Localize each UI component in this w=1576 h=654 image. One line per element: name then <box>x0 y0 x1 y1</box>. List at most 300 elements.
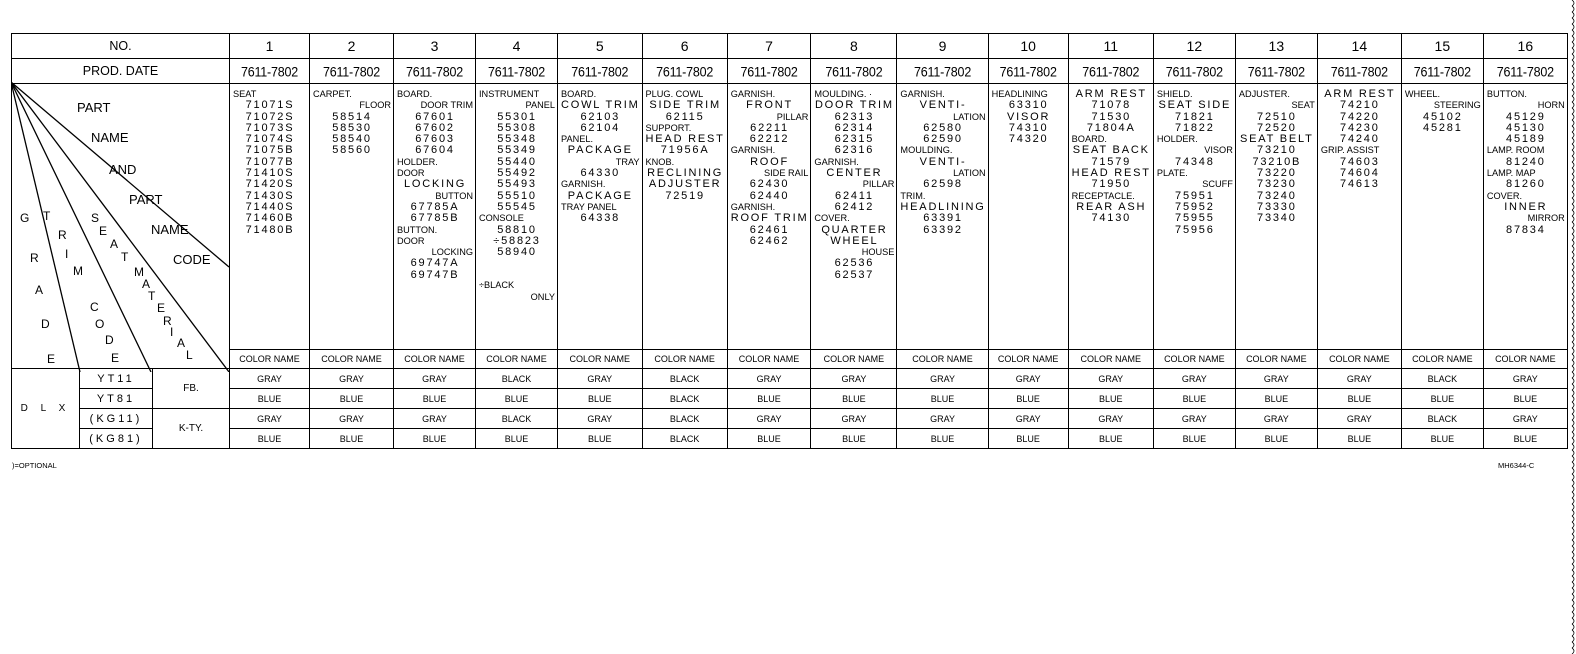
color-value: GRAY <box>394 369 476 389</box>
part-name: FLOOR <box>359 100 391 111</box>
edge-scallop <box>1572 330 1574 336</box>
edge-scallop <box>1572 216 1574 222</box>
part-name: PLUG. COWL <box>645 89 704 99</box>
color-value: BLUE <box>1401 389 1483 409</box>
document-code: MH6344-C <box>1498 461 1535 470</box>
part-name: SEAT <box>233 89 257 99</box>
part-name-header-text: PART <box>129 192 163 207</box>
edge-scallop <box>1572 294 1574 300</box>
part-name-header-text: AND <box>109 162 137 177</box>
column-number: 12 <box>1153 34 1235 59</box>
part-code: 62440 <box>749 189 790 202</box>
edge-scallop <box>1572 390 1574 396</box>
part-name: DOOR <box>397 168 425 179</box>
part-code: 55493 <box>497 178 537 191</box>
edge-scallop <box>1572 432 1574 438</box>
part-name: GARNISH. <box>814 156 859 167</box>
color-value: BLUE <box>558 389 643 409</box>
prod-date: 7611-7802 <box>897 57 988 85</box>
part-name: GRIP. ASSIST <box>1320 145 1380 156</box>
column-number: 6 <box>642 34 727 59</box>
part-name: PLATE. <box>1156 168 1188 179</box>
column-number: 1 <box>230 34 310 59</box>
parts-color-table <box>11 33 1568 449</box>
prod-date: 7611-7802 <box>1235 57 1317 85</box>
edge-scallop <box>1572 0 1574 6</box>
part-name: MOULDING. · <box>814 89 873 99</box>
part-code: 62411 <box>835 189 874 202</box>
edge-scallop <box>1572 570 1574 576</box>
color-value: BLACK <box>642 389 727 409</box>
color-value: BLUE <box>230 389 310 409</box>
edge-scallop <box>1572 318 1574 324</box>
edge-scallop <box>1572 252 1574 258</box>
diagonal-line <box>11 82 151 372</box>
part-name: TRAY PANEL <box>561 201 617 212</box>
color-name-header: COLOR NAME <box>394 350 476 369</box>
part-list <box>727 84 811 350</box>
trim-row <box>12 369 1568 389</box>
part-name: DOOR <box>397 235 425 246</box>
part-list <box>811 84 897 350</box>
part-code: 75952 <box>1175 200 1215 213</box>
edge-scallop <box>1572 528 1574 534</box>
trim-code: (KG11) <box>80 409 153 429</box>
part-code: 71077B <box>245 155 295 168</box>
edge-scallop <box>1572 132 1574 138</box>
part-code: 67603 <box>415 133 455 146</box>
part-name: INNER <box>1504 200 1548 213</box>
part-name: PILLAR <box>862 179 895 190</box>
color-value: BLUE <box>988 429 1068 449</box>
edge-scallop <box>1572 192 1574 198</box>
seat-material-letter: S <box>91 211 100 225</box>
part-code: 71956A <box>660 144 710 157</box>
color-value: GRAY <box>310 409 394 429</box>
part-code: 58560 <box>332 144 372 157</box>
part-name: COVER. <box>1486 190 1523 201</box>
prod-date-label: PROD. DATE <box>12 59 230 84</box>
color-value: GRAY <box>727 409 811 429</box>
edge-scallop <box>1572 384 1574 390</box>
color-name-header: COLOR NAME <box>897 350 988 369</box>
part-list <box>1068 84 1153 350</box>
part-code: 55308 <box>497 121 537 134</box>
column-number: 8 <box>811 34 897 59</box>
part-code: 62430 <box>749 178 790 191</box>
edge-scallop <box>1572 66 1574 72</box>
part-code: 74310 <box>1008 121 1049 134</box>
color-value: BLUE <box>1401 429 1483 449</box>
part-code: 73330 <box>1257 200 1297 213</box>
part-name: HOLDER. <box>1156 134 1198 145</box>
part-code: 62537 <box>834 268 875 281</box>
edge-scallop <box>1572 174 1574 180</box>
color-value: BLUE <box>1317 429 1401 449</box>
part-code: 73210 <box>1257 144 1297 157</box>
edge-scallop <box>1572 240 1574 246</box>
part-code: 62103 <box>580 110 621 123</box>
edge-scallop <box>1572 36 1574 42</box>
part-code: 62104 <box>580 121 621 134</box>
trim-code-letter: I <box>65 247 69 261</box>
part-code: 74210 <box>1340 99 1380 112</box>
edge-scallop <box>1572 618 1574 624</box>
color-value: BLUE <box>1068 429 1153 449</box>
part-name: HOUSE <box>861 247 895 258</box>
part-code: 62412 <box>834 200 875 213</box>
part-code: 55301 <box>497 110 537 123</box>
part-name: LATION <box>953 111 986 122</box>
color-value: GRAY <box>1235 369 1317 389</box>
edge-scallop <box>1572 402 1574 408</box>
part-name: GARNISH. <box>730 145 776 156</box>
part-code: 74604 <box>1340 167 1380 180</box>
edge-scallop <box>1572 180 1574 186</box>
color-value: BLUE <box>897 389 988 409</box>
column-number: 3 <box>394 34 476 59</box>
prod-date-row <box>12 59 1568 84</box>
edge-scallop <box>1572 594 1574 600</box>
color-value: BLUE <box>1153 429 1235 449</box>
edge-scallop <box>1572 162 1574 168</box>
part-code: 62590 <box>923 133 963 146</box>
part-code: 55492 <box>497 167 537 180</box>
edge-scallop <box>1572 414 1574 420</box>
edge-scallop <box>1572 120 1574 126</box>
part-code: 55510 <box>497 189 537 202</box>
part-code: 74240 <box>1340 133 1380 146</box>
edge-scallop <box>1572 210 1574 216</box>
part-name: GARNISH. <box>561 179 606 190</box>
edge-scallop <box>1572 444 1574 450</box>
trim-row <box>12 429 1568 449</box>
part-code: 45189 <box>1506 133 1546 146</box>
part-name: HOLDER. <box>397 156 438 167</box>
color-value: BLACK <box>642 429 727 449</box>
edge-scallop <box>1572 540 1574 546</box>
part-code: 71440S <box>245 200 295 213</box>
color-name-header: COLOR NAME <box>558 350 643 369</box>
color-value: GRAY <box>230 369 310 389</box>
part-code: 73210B <box>1252 155 1302 168</box>
prod-date: 7611-7802 <box>1401 57 1483 85</box>
part-code: 73340 <box>1257 212 1297 225</box>
grade-letter: A <box>35 283 44 297</box>
color-name-header: COLOR NAME <box>230 350 310 369</box>
part-code: 81240 <box>1506 155 1546 168</box>
part-name: PANEL <box>525 100 555 111</box>
edge-scallop <box>1572 600 1574 606</box>
edge-scallop <box>1572 150 1574 156</box>
edge-scallop <box>1572 498 1574 504</box>
part-name: HORN <box>1537 100 1565 111</box>
part-code: 72519 <box>665 189 705 202</box>
part-name: ÷BLACK <box>479 280 515 291</box>
edge-scallop <box>1572 300 1574 306</box>
trim-code-letter: E <box>111 351 120 365</box>
part-code: 62462 <box>749 234 790 247</box>
color-value: BLUE <box>394 429 476 449</box>
part-name-header-text: NAME <box>151 222 189 237</box>
color-value: GRAY <box>988 369 1068 389</box>
part-code: 62315 <box>834 133 875 146</box>
part-name: GARNISH. <box>730 89 776 99</box>
part-code: 72520 <box>1257 121 1297 134</box>
edge-scallop <box>1572 234 1574 240</box>
edge-scallop <box>1572 534 1574 540</box>
part-code: 63391 <box>923 212 963 225</box>
part-name: VISOR <box>1204 145 1233 156</box>
edge-scallop <box>1572 288 1574 294</box>
trim-code: YT11 <box>80 369 153 389</box>
part-list <box>1153 84 1235 350</box>
color-value: BLUE <box>1483 429 1567 449</box>
part-list <box>1317 84 1401 350</box>
part-name: RECLINING <box>647 167 724 180</box>
color-name-header: COLOR NAME <box>642 350 727 369</box>
part-name: LATION <box>953 168 986 179</box>
edge-scallop <box>1572 72 1574 78</box>
color-value: BLUE <box>988 389 1068 409</box>
part-code: 62211 <box>750 121 789 134</box>
color-value: GRAY <box>1317 409 1401 429</box>
edge-scallop <box>1572 636 1574 642</box>
part-code: 62314 <box>834 121 875 134</box>
part-name-header-text: PART <box>77 100 111 115</box>
part-list <box>394 84 476 350</box>
edge-scallop <box>1572 606 1574 612</box>
part-code: 64330 <box>580 167 621 180</box>
optional-note: )=OPTIONAL <box>12 461 57 470</box>
seat-material-letter: R <box>163 314 172 328</box>
part-code: 75951 <box>1175 189 1215 202</box>
edge-scallop <box>1572 510 1574 516</box>
part-name: BUTTON <box>435 190 473 201</box>
prod-date: 7611-7802 <box>1153 57 1235 85</box>
column-number: 7 <box>727 34 811 59</box>
part-code: 67601 <box>415 110 455 123</box>
edge-scallop <box>1572 612 1574 618</box>
part-code: 63392 <box>923 223 963 236</box>
edge-scallop <box>1572 438 1574 444</box>
color-value: BLUE <box>1317 389 1401 409</box>
part-code: 64338 <box>580 212 621 225</box>
edge-scallop <box>1572 114 1574 120</box>
part-name: ROOF <box>750 155 790 168</box>
part-list <box>310 84 394 350</box>
part-code: 74130 <box>1091 212 1132 225</box>
edge-scallop <box>1572 372 1574 378</box>
column-number: 14 <box>1317 34 1401 59</box>
part-code: 71530 <box>1091 110 1132 123</box>
part-name <box>476 258 557 269</box>
part-code: 74220 <box>1340 110 1380 123</box>
prod-date: 7611-7802 <box>310 57 394 85</box>
color-value: GRAY <box>727 369 811 389</box>
part-name: SEAT BACK <box>1072 144 1150 157</box>
edge-scallop <box>1572 60 1574 66</box>
prod-date: 7611-7802 <box>642 57 727 85</box>
grade-letter: G <box>20 211 30 225</box>
part-name: MIRROR <box>1527 213 1565 224</box>
part-name: COWL TRIM <box>561 99 640 112</box>
edge-scallop <box>1572 492 1574 498</box>
part-code: 74348 <box>1175 155 1215 168</box>
part-code: 67604 <box>415 144 455 157</box>
prod-date: 7611-7802 <box>230 57 310 85</box>
no-label: NO. <box>12 34 230 59</box>
color-value: BLACK <box>1401 409 1483 429</box>
part-name: SIDE RAIL <box>764 168 809 179</box>
part-code: 58810 <box>497 223 537 236</box>
color-value: GRAY <box>1317 369 1401 389</box>
part-code: 71071S <box>245 99 295 112</box>
part-name: HEADLINING <box>991 89 1048 99</box>
part-code: 62536 <box>834 257 875 270</box>
edge-scallop <box>1572 366 1574 372</box>
part-code: 71410S <box>245 167 295 180</box>
trim-row <box>12 389 1568 409</box>
prod-date: 7611-7802 <box>988 57 1068 85</box>
edge-scallop <box>1572 360 1574 366</box>
part-code: 55349 <box>497 144 537 157</box>
part-code: 63310 <box>1008 99 1049 112</box>
seat-material-letter: A <box>142 277 151 291</box>
trim-code-letter: D <box>105 333 114 347</box>
seat-material-letter: L <box>186 348 193 362</box>
edge-scallop <box>1572 144 1574 150</box>
part-name: ROOF TRIM <box>730 212 809 225</box>
part-list <box>988 84 1068 350</box>
part-code: 71074S <box>245 133 295 146</box>
seat-material-letter: T <box>121 250 129 264</box>
part-code: 58540 <box>332 133 372 146</box>
part-list <box>897 84 988 350</box>
part-code: 81260 <box>1506 178 1546 191</box>
part-code: 45129 <box>1506 110 1546 123</box>
part-name: LOCKING <box>403 178 467 191</box>
edge-scallop <box>1572 564 1574 570</box>
part-list <box>1483 84 1567 350</box>
part-name: DOOR TRIM <box>420 100 473 111</box>
header-diagram <box>11 82 229 372</box>
part-code: 67785A <box>410 200 460 213</box>
trim-code-letter: R <box>58 228 67 242</box>
part-name: BOARD. <box>1071 134 1107 145</box>
color-value: GRAY <box>1153 369 1235 389</box>
color-value: BLUE <box>230 429 310 449</box>
part-name: SEAT <box>1291 100 1315 111</box>
color-value: GRAY <box>558 369 643 389</box>
part-name: WHEEL. <box>1404 89 1441 99</box>
color-value: BLUE <box>558 429 643 449</box>
part-code: 62598 <box>923 178 963 191</box>
trim-row <box>12 409 1568 429</box>
color-name-header: COLOR NAME <box>1235 350 1317 369</box>
part-code: 62212 <box>749 133 790 146</box>
edge-scallop <box>1572 18 1574 24</box>
part-code: 62580 <box>923 121 963 134</box>
edge-scallop <box>1572 630 1574 636</box>
edge-scallop <box>1572 558 1574 564</box>
edge-scallop <box>1572 342 1574 348</box>
column-number: 11 <box>1068 34 1153 59</box>
edge-scallop <box>1572 504 1574 510</box>
part-name: SCUFF <box>1202 179 1233 190</box>
edge-scallop <box>1572 582 1574 588</box>
part-name: LAMP. ROOM <box>1486 145 1545 156</box>
color-value: GRAY <box>558 409 643 429</box>
part-code: 69747A <box>410 257 460 270</box>
part-code: 75955 <box>1175 212 1215 225</box>
color-value: GRAY <box>394 409 476 429</box>
seat-material-letter: E <box>157 301 166 315</box>
color-value: BLUE <box>1483 389 1567 409</box>
part-name: SEAT BELT <box>1239 133 1314 146</box>
edge-scallop <box>1572 138 1574 144</box>
grade-letter: D <box>41 317 50 331</box>
part-name: PANEL. <box>561 134 593 145</box>
part-code: 62115 <box>665 110 705 123</box>
part-list <box>642 84 727 350</box>
column-number: 13 <box>1235 34 1317 59</box>
seat-material: FB. <box>153 369 230 409</box>
grade-label: D L X <box>12 369 80 449</box>
color-name-header: COLOR NAME <box>988 350 1068 369</box>
part-name: HEADLINING <box>900 200 986 213</box>
edge-scallop <box>1572 108 1574 114</box>
part-name: SEAT SIDE <box>1158 99 1232 112</box>
edge-scallop <box>1572 450 1574 456</box>
part-name: FRONT <box>746 99 793 112</box>
prod-date: 7611-7802 <box>394 57 476 85</box>
part-code: 74320 <box>1008 133 1049 146</box>
part-name-header-text: CODE <box>173 252 211 267</box>
part-code: 71072S <box>245 110 295 123</box>
part-code: 72510 <box>1257 110 1297 123</box>
edge-scallop <box>1572 42 1574 48</box>
color-value: BLUE <box>1235 389 1317 409</box>
part-name: STEERING <box>1433 100 1481 111</box>
color-value: BLUE <box>476 389 558 409</box>
edge-scallop <box>1572 48 1574 54</box>
column-number: 5 <box>558 34 643 59</box>
edge-scallop <box>1572 552 1574 558</box>
edge-scallop <box>1572 462 1574 468</box>
part-code: 71460B <box>245 212 295 225</box>
edge-scallop <box>1572 576 1574 582</box>
seat-material-letter: A <box>110 237 119 251</box>
part-code: 55348 <box>497 133 537 146</box>
prod-date: 7611-7802 <box>811 57 897 85</box>
seat-material-letter: E <box>99 224 108 238</box>
edge-scallop <box>1572 186 1574 192</box>
edge-scallop <box>1572 474 1574 480</box>
part-name: INSTRUMENT <box>479 89 540 99</box>
seat-material-letter: M <box>134 265 144 279</box>
color-value: BLUE <box>394 389 476 409</box>
color-value: BLUE <box>727 389 811 409</box>
trim-code-letter: O <box>95 317 105 331</box>
part-name: BUTTON. <box>397 224 438 235</box>
part-name: SIDE TRIM <box>649 99 721 112</box>
part-name: GARNISH. <box>730 201 776 212</box>
edge-scallop <box>1572 96 1574 102</box>
color-name-header: COLOR NAME <box>1068 350 1153 369</box>
part-list <box>476 84 558 350</box>
color-value: GRAY <box>310 369 394 389</box>
